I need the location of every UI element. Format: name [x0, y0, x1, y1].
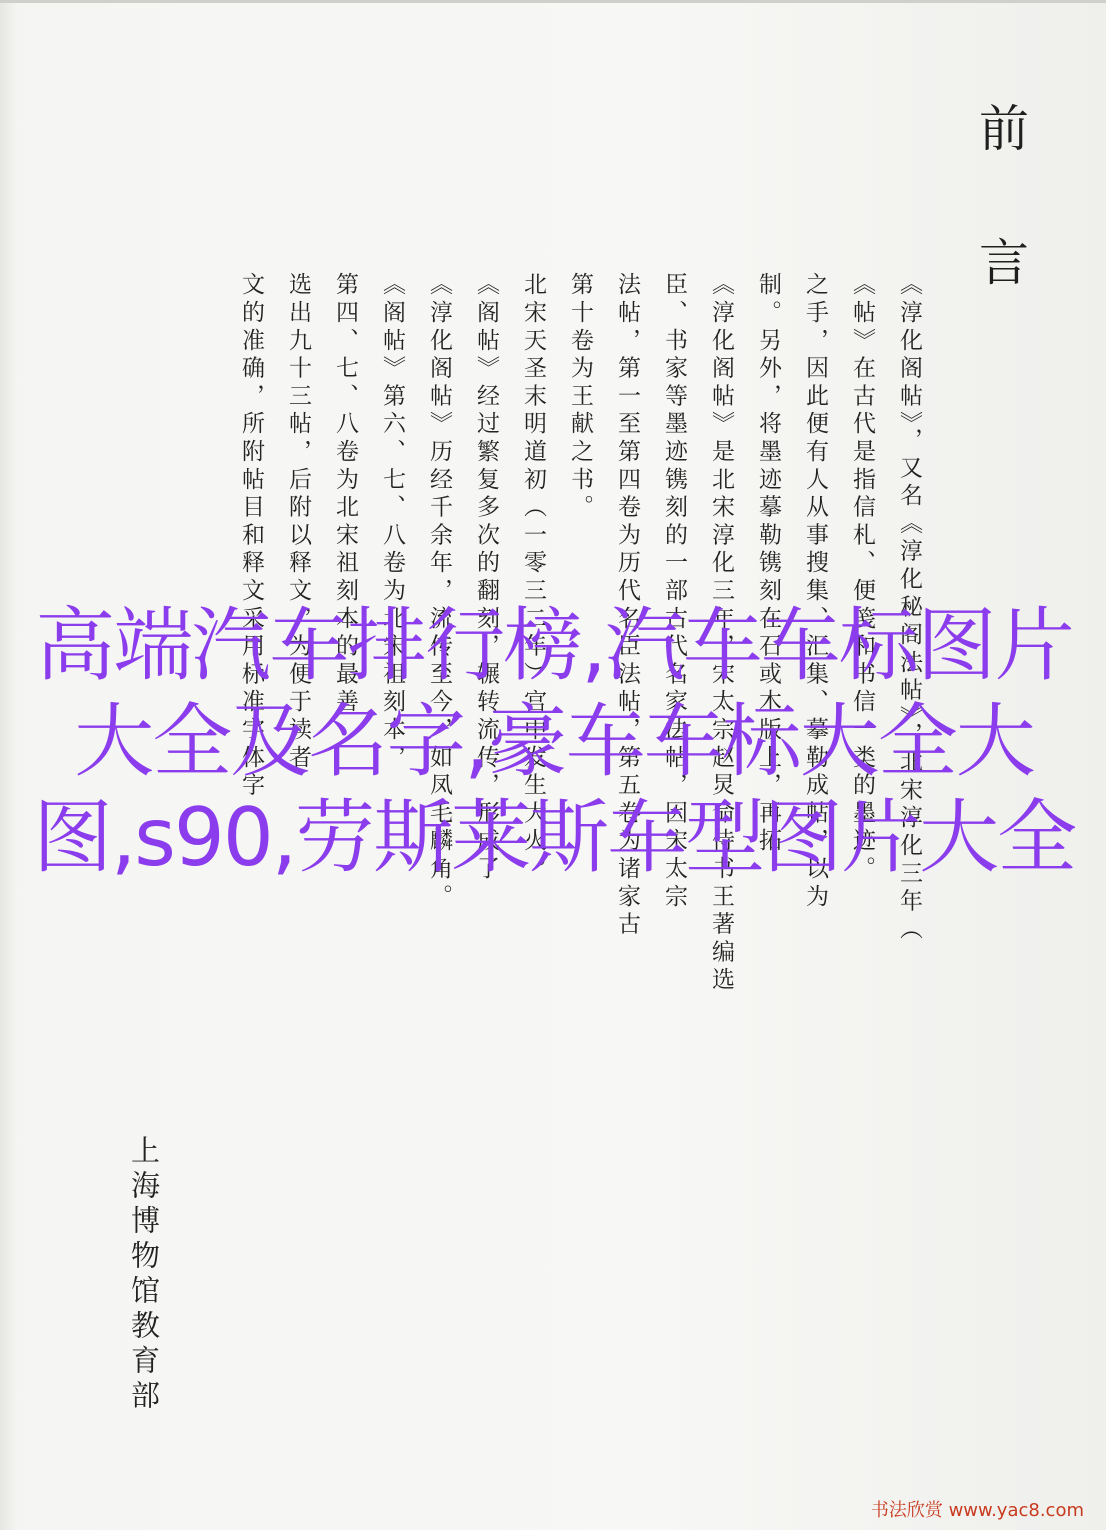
- text-column: 文的准确，所附帖目和释文采用标准字体字: [238, 272, 264, 801]
- text-column: 《帖》在古代是指信札、便笺和书信一类的墨迹。: [849, 272, 875, 884]
- overlay-title-text: 高端汽车排行榜,汽车车标图片大全及名字,豪车车标大全大图,s90,劳斯莱斯车型图片大全: [32, 599, 1076, 884]
- text-column: 《阁帖》经过繁复多次的翻刻，辗转流传，形成了: [473, 272, 499, 884]
- text-column: 之手，因此便有人从事搜集、汇集、摹勒成帖，以为: [802, 272, 828, 912]
- text-column: 第四、七、八卷为北宋祖刻本的最善: [332, 272, 358, 717]
- text-column: 《阁帖》第六、七、八卷为北宋祖刻本，: [379, 272, 405, 773]
- text-column: 制。另外，将墨迹摹勒镌刻在石或木版上，再拓: [755, 272, 781, 856]
- text-column: 《淳化阁帖》是北宋淳化三年，宋太宗赵炅命侍书王著编选: [708, 272, 734, 995]
- text-column: 法帖，第一至第四卷为历代名臣法帖，第五卷为诸家古: [614, 272, 640, 940]
- text-column: 北宋天圣末明道初（一零三二年）宫中发生大火，: [520, 272, 546, 884]
- site-watermark: 书法欣赏 www.yac8.com: [870, 1500, 1084, 1521]
- publisher-signature: 上海博物馆教育部: [127, 1135, 161, 1415]
- heading-char-yan: 言: [979, 234, 1029, 292]
- heading-char-qian: 前: [979, 100, 1029, 158]
- text-column: 《淳化阁帖》，又名《淳化秘阁法帖》，北宋淳化三年（: [896, 272, 922, 944]
- text-column: 《淳化阁帖》历经千余年，流传至今，如凤毛麟角。: [426, 272, 452, 912]
- page-top-edge: [0, 0, 1106, 3]
- text-column: 臣、书家等墨迹镌刻的一部古代名家法帖，因宋太宗: [661, 272, 687, 912]
- text-column: 第十卷为王献之书。: [567, 272, 593, 523]
- text-column: 选出九十三帖，后附以释文，为便于读者: [285, 272, 311, 773]
